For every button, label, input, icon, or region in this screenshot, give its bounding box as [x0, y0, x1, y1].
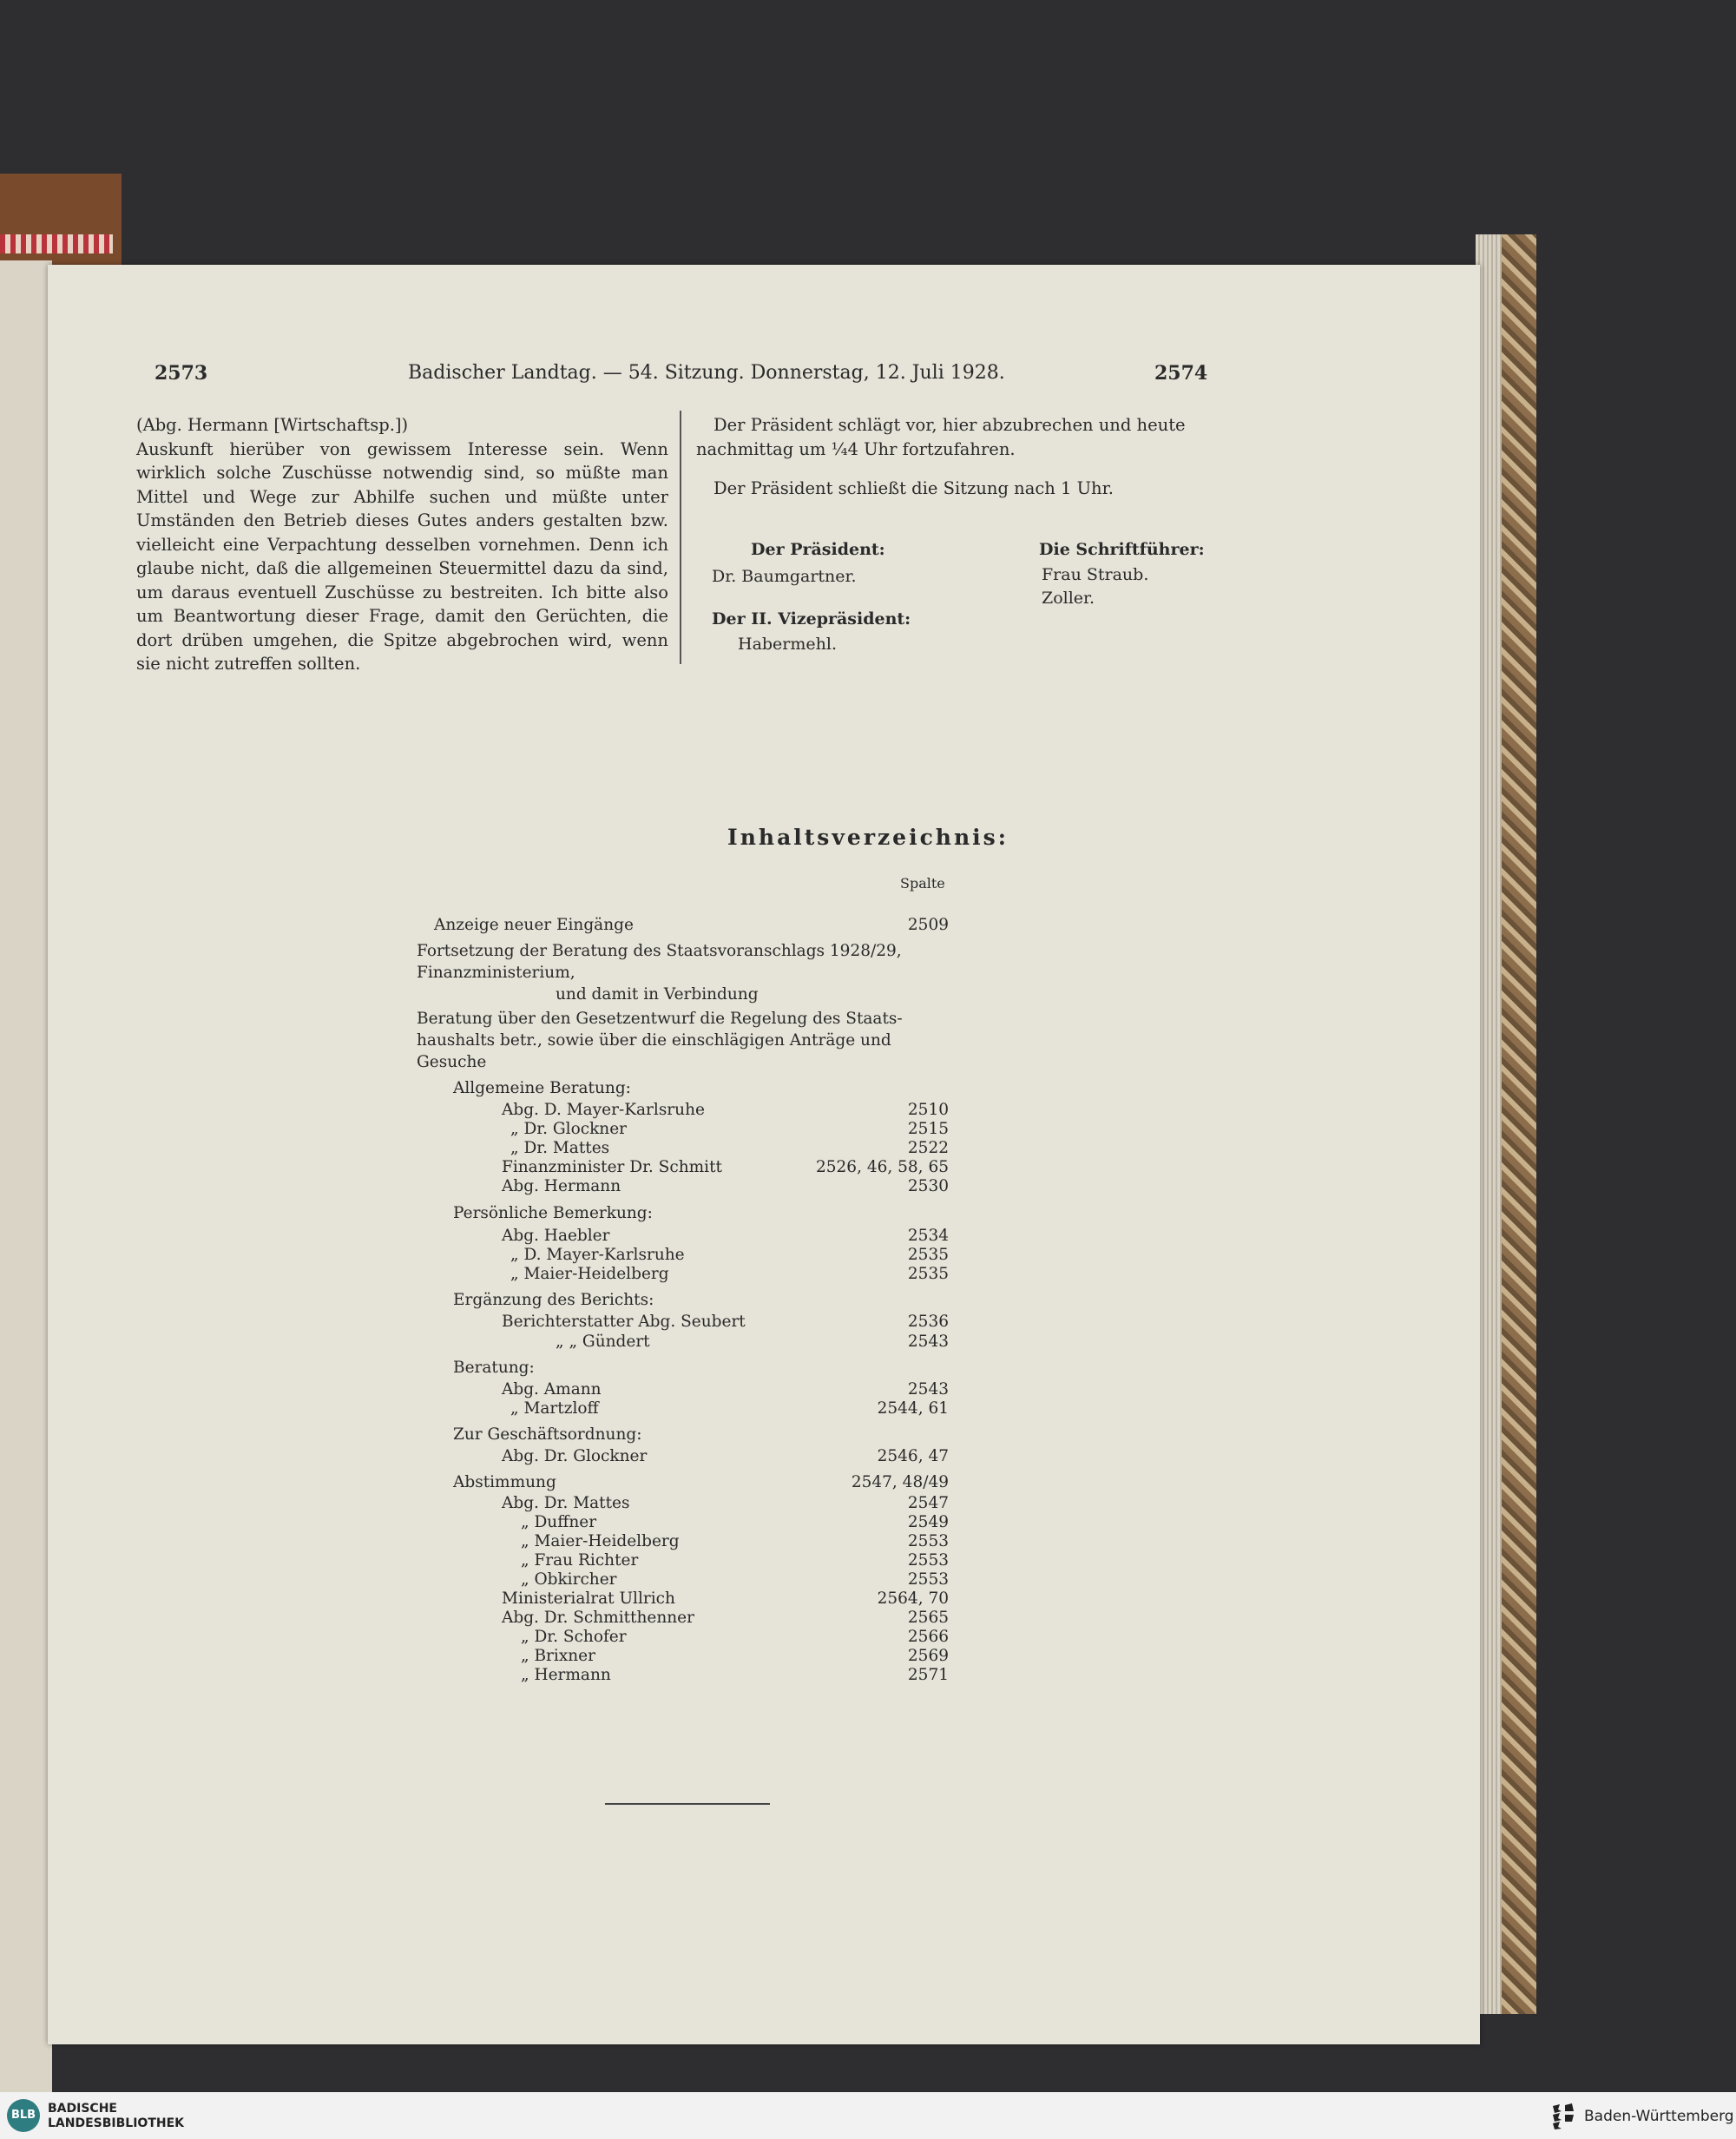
toc-entry: und damit in Verbindung	[556, 985, 759, 1004]
left-page-edge	[0, 260, 52, 2101]
toc-entry: Finanzministerium,	[417, 964, 575, 982]
toc-entry: „ D. Mayer-Karlsruhe	[510, 1246, 685, 1264]
toc-page-number: 2515	[907, 1120, 949, 1138]
toc-entry: „ Frau Richter	[521, 1551, 639, 1570]
toc-entry: Gesuche	[417, 1053, 487, 1071]
toc-page-number: 2571	[907, 1666, 949, 1684]
library-name-line-2: LANDESBIBLIOTHEK	[48, 2116, 185, 2130]
toc-entry: Abg. Amann	[502, 1380, 602, 1399]
toc-entry: „ Dr. Schofer	[521, 1628, 627, 1646]
toc-entry: Zur Geschäftsordnung:	[453, 1425, 642, 1444]
toc-page-number: 2565	[907, 1609, 949, 1627]
toc-page-number: 2510	[907, 1101, 949, 1119]
toc-entry: „ Obkircher	[521, 1570, 617, 1589]
toc-title: Inhaltsverzeichnis:	[727, 825, 1009, 850]
right-text-column	[696, 413, 1226, 517]
left-text-column	[136, 413, 668, 676]
book-spine	[0, 174, 122, 269]
page-number-right: 2574	[1154, 362, 1208, 385]
toc-entry: Ministerialrat Ullrich	[502, 1589, 675, 1608]
toc-entry: „ Dr. Mattes	[510, 1139, 610, 1157]
toc-page-number: 2544, 61	[877, 1399, 949, 1418]
toc-entry: Beratung:	[453, 1359, 535, 1377]
president-title: Der Präsident:	[751, 540, 885, 559]
toc-entry: Abg. Dr. Mattes	[502, 1494, 630, 1512]
bookmark-ribbon	[0, 234, 113, 253]
toc-entry: Berichterstatter Abg. Seubert	[502, 1313, 746, 1331]
toc-entry: „ Martzloff	[510, 1399, 599, 1418]
library-name-line-1: BADISCHE	[48, 2102, 117, 2116]
toc-entry: „ Maier-Heidelberg	[510, 1265, 669, 1283]
toc-page-number: 2509	[907, 916, 949, 934]
baden-wuerttemberg-crest-icon	[1549, 2101, 1577, 2130]
toc-entry: Finanzminister Dr. Schmitt	[502, 1158, 722, 1176]
toc-column-header: Spalte	[900, 875, 945, 892]
toc-entry: Beratung über den Gesetzentwurf die Regelung des Staats-	[417, 1010, 903, 1028]
toc-page-number: 2553	[907, 1551, 949, 1570]
speaker-label: (Abg. Hermann [Wirtschaftsp.])	[136, 415, 409, 435]
running-title: Badischer Landtag. — 54. Sitzung. Donnerstag, 12. Juli 1928.	[408, 362, 1005, 384]
toc-page-number: 2553	[907, 1570, 949, 1589]
toc-page-number: 2526, 46, 58, 65	[816, 1158, 949, 1176]
toc-page-number: 2536	[907, 1313, 949, 1331]
toc-page-number: 2535	[907, 1246, 949, 1264]
toc-page-number: 2549	[907, 1513, 949, 1531]
state-name: Baden-Württemberg	[1584, 2108, 1734, 2125]
toc-entry: „ Brixner	[521, 1647, 595, 1665]
end-rule	[605, 1803, 770, 1805]
toc-page-number: 2547, 48/49	[851, 1473, 949, 1491]
toc-entry: „ „ Gündert	[556, 1333, 650, 1351]
toc-page-number: 2566	[907, 1628, 949, 1646]
left-paragraph: Auskunft hierüber von gewissem Interesse sein. Wenn wirklich solche Zuschüsse notwendig sind, so müßte man Mittel und Wege zur Abhilfe suchen und müßte unter Umständen den Betrieb dieses Gutes anders gestalten bzw. vielleicht eine Verpachtung desselben vornehmen. Denn ich glaube nicht, daß die allgemeinen Steuermittel dazu da sind, um daraus eventuell Zuschüsse zu bestreiten. Ich bitte also um Beantwortung dieser Frage, damit den Gerüchten, die dort drüben umgehen, die Spitze abgebrochen wird, wenn sie nicht zutreffen sollten.	[136, 438, 668, 674]
secretaries-title: Die Schriftführer:	[1039, 540, 1205, 559]
toc-entry: Abg. Dr. Schmitthenner	[502, 1609, 694, 1627]
toc-entry: Anzeige neuer Eingänge	[434, 916, 634, 934]
toc-entry: „ Hermann	[521, 1666, 611, 1684]
toc-entry: Abg. Haebler	[502, 1227, 610, 1245]
toc-page-number: 2534	[907, 1227, 949, 1245]
toc-page-number: 2543	[907, 1380, 949, 1399]
toc-page-number: 2546, 47	[877, 1447, 949, 1465]
secretary-1: Frau Straub.	[1042, 565, 1149, 584]
toc-page-number: 2553	[907, 1532, 949, 1550]
toc-page-number: 2530	[907, 1177, 949, 1195]
toc-page-number: 2569	[907, 1647, 949, 1665]
toc-entry: Abg. Hermann	[502, 1177, 621, 1195]
toc-page-number: 2543	[907, 1333, 949, 1351]
vice-president-title: Der II. Vizepräsident:	[712, 609, 911, 629]
toc-entry: Abg. D. Mayer-Karlsruhe	[502, 1101, 705, 1119]
footer-bar	[0, 2092, 1736, 2139]
toc-entry: Abstimmung	[453, 1473, 556, 1491]
toc-entry: Fortsetzung der Beratung des Staatsvoranschlags 1928/29,	[417, 942, 902, 960]
column-divider	[680, 411, 681, 664]
toc-page-number: 2564, 70	[877, 1589, 949, 1608]
toc-entry: Persönliche Bemerkung:	[453, 1204, 653, 1222]
toc-entry: Abg. Dr. Glockner	[502, 1447, 648, 1465]
page-number-left: 2573	[155, 362, 208, 385]
secretary-2: Zoller.	[1042, 589, 1095, 608]
toc-entry: „ Maier-Heidelberg	[521, 1532, 680, 1550]
right-paragraph-1: Der Präsident schlägt vor, hier abzubrechen und heute nachmittag um ¼4 Uhr fortzufahren.	[696, 415, 1186, 459]
vice-president-name: Habermehl.	[738, 635, 837, 654]
toc-entry: „ Duffner	[521, 1513, 597, 1531]
toc-entry: Allgemeine Beratung:	[453, 1079, 631, 1097]
president-name: Dr. Baumgartner.	[712, 567, 857, 586]
toc-entry: „ Dr. Glockner	[510, 1120, 627, 1138]
right-paragraph-2: Der Präsident schließt die Sitzung nach 1 Uhr.	[713, 478, 1114, 498]
toc-entry: Ergänzung des Berichts:	[453, 1291, 654, 1309]
toc-entry: haushalts betr., sowie über die einschlägigen Anträge und	[417, 1031, 891, 1050]
library-name	[48, 2102, 184, 2131]
toc-page-number: 2547	[907, 1494, 949, 1512]
toc-page-number: 2522	[907, 1139, 949, 1157]
marbled-cover-edge	[1502, 234, 1536, 2014]
toc-page-number: 2535	[907, 1265, 949, 1283]
blb-logo: BLB	[7, 2099, 40, 2132]
